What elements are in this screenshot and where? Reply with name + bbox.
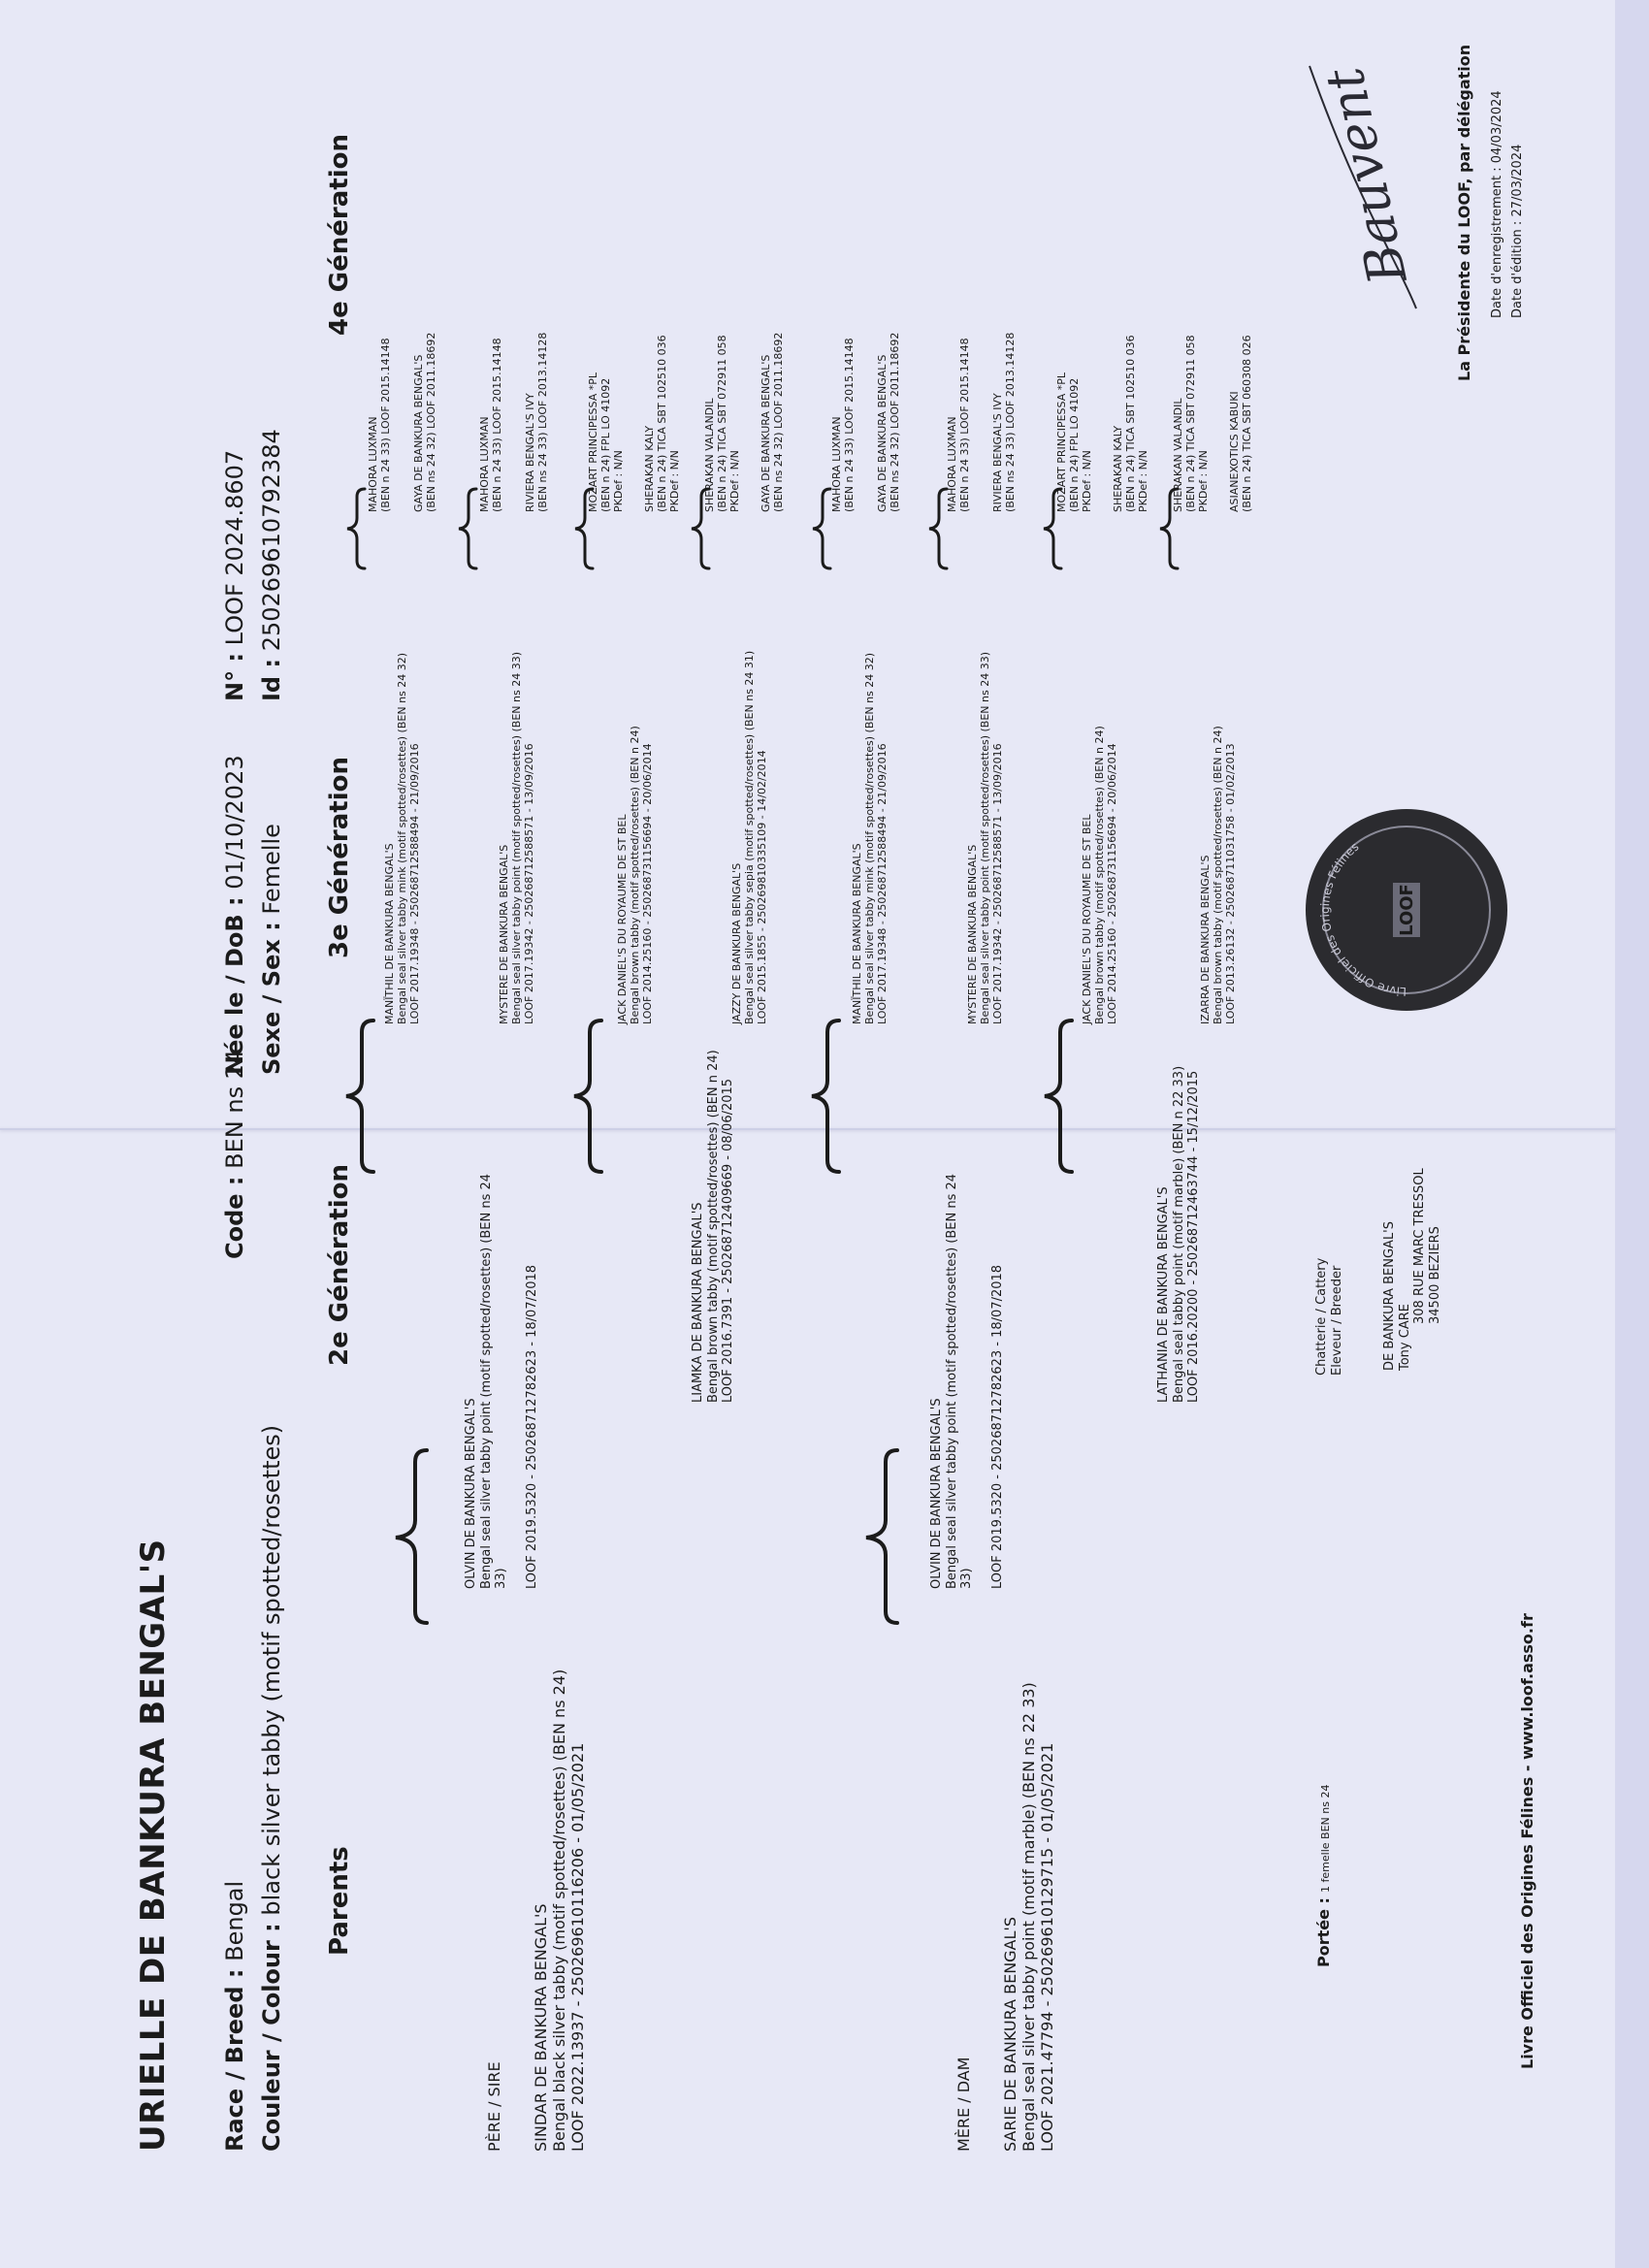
- gen4-15-registration: (BEN n 24) TICA SBT 072911 058: [1184, 335, 1198, 512]
- gen3-entry-7: [1081, 726, 1119, 1024]
- litter-value: 1 femelle BEN ns 24: [1319, 1784, 1332, 1893]
- gen4-1-name: MAHORA LUXMAN: [367, 416, 379, 512]
- sire-description: Bengal black silver tabby (motif spotted/rosettes) (BEN ns 24): [550, 1669, 569, 2152]
- gen4-16-registration: (BEN n 24) TICA SBT 060308 026: [1241, 335, 1254, 512]
- gen4-entry-5: [587, 373, 626, 512]
- gen4-entry-4: [524, 333, 549, 512]
- gen3-header: 3e Génération: [325, 757, 354, 958]
- gen2-2-name: LIAMKA DE BANKURA BENGAL'S: [691, 1202, 705, 1403]
- gen4-entry-2: [412, 333, 437, 512]
- gen2-3-registration: LOOF 2019.5320 - 250268712782623 - 18/07/2018: [989, 1264, 1005, 1589]
- breeder-name: Tony CARE: [1397, 1304, 1412, 1371]
- gen4-2-name: GAYA DE BANKURA BENGAL'S: [412, 354, 425, 512]
- gen3-4-description: Bengal seal silver tabby sepia (motif spotted/rosettes) (BEN ns 24 31): [743, 650, 757, 1024]
- gen2-4-description: Bengal seal tabby point (motif marble) (BEN n 22 33): [1171, 1065, 1186, 1403]
- breeder-label: Eleveur / Breeder: [1329, 1265, 1344, 1376]
- gen4-13-pkdef: PKDef : N/N: [1081, 450, 1094, 512]
- gen3-2-registration: LOOF 2017.19342 - 250268712588571 - 13/09/2016: [523, 743, 536, 1024]
- gen4-entry-3: [478, 338, 503, 512]
- signature-drawing: [1300, 47, 1445, 318]
- gen2-3-name: OLVIN DE BANKURA BENGAL'S: [929, 1398, 944, 1589]
- gen4-9-name: MAHORA LUXMAN: [830, 416, 843, 512]
- gen3-1-name: MANÏTHIL DE BANKURA BENGAL'S: [383, 843, 396, 1024]
- gen3-5-registration: LOOF 2017.19348 - 250268712588494 - 21/09/2016: [876, 743, 889, 1024]
- brace-g2-2: [574, 1021, 601, 1172]
- gen4-4-name: RIVIERA BENGAL'S IVY: [524, 393, 536, 512]
- gen4-13-registration: (BEN n 24) FPL LO 41092: [1068, 377, 1082, 512]
- gen4-13-name: MOZART PRINCIPESSA *PL: [1055, 373, 1068, 512]
- gen4-4-registration: (BEN ns 24 33) LOOF 2013.14128: [536, 332, 550, 512]
- gen3-2-name: MYSTERE DE BANKURA BENGAL'S: [498, 844, 510, 1024]
- gen2-3-description-cont: 33): [959, 1568, 975, 1589]
- loof-number-label: N° :: [221, 652, 248, 701]
- scanner-edge: [1615, 0, 1649, 2268]
- brace-dam: [866, 1450, 897, 1623]
- gen2-1-name: OLVIN DE BANKURA BENGAL'S: [464, 1398, 478, 1589]
- gen2-2-description: Bengal brown tabby (motif spotted/rosettes) (BEN n 24): [705, 1050, 721, 1403]
- sire-label: PÈRE / SIRE: [485, 2061, 503, 2152]
- gen3-8-registration: LOOF 2013.26132 - 250268711031758 - 01/02/2013: [1224, 743, 1238, 1024]
- gen3-3-description: Bengal brown tabby (motif spotted/rosettes) (BEN n 24): [629, 726, 642, 1024]
- gen4-2-registration: (BEN ns 24 32) LOOF 2011.18692: [425, 332, 438, 512]
- gen2-4-name: LATHANIA DE BANKURA BENGAL'S: [1156, 1186, 1171, 1403]
- litter-field: [1314, 1785, 1333, 1967]
- gen4-10-registration: (BEN ns 24 32) LOOF 2011.18692: [889, 332, 902, 512]
- gen4-entry-14: [1112, 335, 1150, 512]
- gen2-1-description: Bengal seal silver tabby point (motif spotted/rosettes) (BEN ns 24: [478, 1173, 494, 1589]
- gen4-14-name: SHERAKAN KALY: [1112, 425, 1124, 512]
- gen4-entry-10: [876, 333, 901, 512]
- gen3-7-description: Bengal brown tabby (motif spotted/rosettes) (BEN n 24): [1093, 726, 1107, 1024]
- gen2-entry-1: [464, 1174, 539, 1589]
- gen4-16-name: ASIANEXOTICS KABUKI: [1228, 391, 1241, 512]
- code-value: BEN ns 24: [221, 1049, 248, 1169]
- gen3-6-registration: LOOF 2017.19342 - 250268712588571 - 13/09/2016: [991, 743, 1005, 1024]
- gen2-3-description: Bengal seal silver tabby point (motif spotted/rosettes) (BEN ns 24: [944, 1173, 959, 1589]
- president-text: La Présidente du LOOF, par délégation: [1455, 44, 1473, 381]
- gen4-5-name: MOZART PRINCIPESSA *PL: [587, 373, 599, 512]
- breeder-city: 34500 BEZIERS: [1427, 1226, 1442, 1324]
- gen4-12-name: RIVIERA BENGAL'S IVY: [991, 393, 1004, 512]
- stamp-ring-text: Livre Officiel des Origines Félines: [1317, 839, 1407, 999]
- dam-label: MÈRE / DAM: [954, 2057, 973, 2152]
- colour-label: Couleur / Colour :: [258, 1923, 285, 2152]
- gen4-3-registration: (BEN n 24 33) LOOF 2015.14148: [491, 338, 504, 512]
- gen4-6-pkdef: PKDef : N/N: [668, 450, 682, 512]
- gen4-7-name: SHERAKAN VALANDIL: [703, 398, 716, 512]
- brace-sire: [396, 1450, 427, 1623]
- gen4-entry-13: [1055, 373, 1094, 512]
- footer-text: Livre Officiel des Origines Félines - www.loof.asso.fr: [1518, 1613, 1536, 2069]
- gen4-15-pkdef: PKDef : N/N: [1197, 450, 1211, 512]
- sire-registration: LOOF 2022.13937 - 250269610116206 - 01/05/2021: [568, 1742, 588, 2152]
- signature-text: Bauvent: [1313, 62, 1419, 290]
- gen3-entry-6: [966, 652, 1005, 1024]
- gen4-7-pkdef: PKDef : N/N: [728, 450, 742, 512]
- gen4-11-name: MAHORA LUXMAN: [946, 416, 958, 512]
- gen4-14-registration: (BEN n 24) TICA SBT 102510 036: [1124, 335, 1138, 512]
- gen4-5-pkdef: PKDef : N/N: [612, 450, 626, 512]
- gen3-4-registration: LOOF 2015.1855 - 250269810335109 - 14/02/2014: [756, 750, 769, 1024]
- gen4-3-name: MAHORA LUXMAN: [478, 416, 491, 512]
- litter-label: Portée :: [1314, 1897, 1333, 1967]
- code-label: Code :: [221, 1176, 248, 1259]
- brace-g3-1: [347, 489, 365, 568]
- gen3-1-registration: LOOF 2017.19348 - 250268712588494 - 21/09/2016: [408, 743, 422, 1024]
- edition-date: Date d'édition : 27/03/2024: [1510, 144, 1525, 318]
- gen2-4-registration: LOOF 2016.20200 - 250268712463744 - 15/12/2015: [1186, 1070, 1202, 1403]
- brace-g3-2: [459, 489, 476, 568]
- gen3-2-description: Bengal seal silver tabby point (motif spotted/rosettes) (BEN ns 24 33): [510, 652, 524, 1024]
- gen4-entry-15: [1172, 335, 1211, 512]
- dam-description: Bengal seal silver tabby point (motif marble) (BEN ns 22 33): [1019, 1682, 1039, 2152]
- gen4-entry-6: [643, 335, 682, 512]
- sex-value: Femelle: [258, 824, 285, 915]
- gen3-entry-5: [851, 653, 889, 1024]
- gen4-header: 4e Génération: [325, 134, 354, 336]
- brace-g3-6: [929, 489, 947, 568]
- dob-label: Née le / DoB :: [221, 896, 248, 1075]
- gen3-entry-8: [1199, 726, 1238, 1024]
- gen4-entry-7: [703, 335, 742, 512]
- gen3-5-description: Bengal seal silver tabby mink (motif spotted/rosettes) (BEN ns 24 32): [863, 652, 877, 1024]
- colour-value: black silver tabby (motif spotted/rosettes): [258, 1424, 285, 1916]
- gen3-8-name: IZARRA DE BANKURA BENGAL'S: [1199, 855, 1212, 1024]
- gen2-1-description-cont: 33): [494, 1568, 509, 1589]
- cat-name-title: URIELLE DE BANKURA BENGAL'S: [134, 1539, 173, 2152]
- cattery-label: Chatterie / Cattery: [1314, 1257, 1329, 1376]
- gen4-entry-8: [760, 333, 785, 512]
- gen4-10-name: GAYA DE BANKURA BENGAL'S: [876, 354, 889, 512]
- gen3-entry-2: [498, 652, 536, 1024]
- gen4-12-registration: (BEN ns 24 33) LOOF 2013.14128: [1004, 332, 1018, 512]
- breed-value: Bengal: [221, 1880, 248, 1961]
- dam-registration: LOOF 2021.47794 - 250269610129715 - 01/05/2021: [1038, 1742, 1057, 2152]
- gen4-6-registration: (BEN n 24) TICA SBT 102510 036: [656, 335, 669, 512]
- gen3-3-registration: LOOF 2014.25160 - 250268731156694 - 20/06/2014: [641, 743, 655, 1024]
- gen2-entry-2: [691, 1050, 736, 1403]
- parents-header: Parents: [325, 1846, 354, 1956]
- gen2-2-registration: LOOF 2016.7391 - 250268712409669 - 08/06/2015: [721, 1078, 736, 1403]
- id-label: Id :: [258, 658, 285, 701]
- gen4-8-name: GAYA DE BANKURA BENGAL'S: [760, 354, 772, 512]
- gen2-1-registration: LOOF 2019.5320 - 250268712782623 - 18/07/2018: [524, 1264, 539, 1589]
- brace-g2-3: [812, 1021, 839, 1172]
- gen4-14-pkdef: PKDef : N/N: [1137, 450, 1150, 512]
- gen4-entry-1: [367, 338, 392, 512]
- gen3-7-registration: LOOF 2014.25160 - 250268731156694 - 20/06/2014: [1106, 743, 1119, 1024]
- sire-name: SINDAR DE BANKURA BENGAL'S: [532, 1903, 550, 2152]
- gen4-7-registration: (BEN n 24) TICA SBT 072911 058: [716, 335, 729, 512]
- gen4-8-registration: (BEN ns 24 32) LOOF 2011.18692: [772, 332, 786, 512]
- gen3-6-name: MYSTERE DE BANKURA BENGAL'S: [966, 844, 979, 1024]
- breeder-details: [1382, 1168, 1442, 1371]
- breeder-street: 308 RUE MARC TRESSOL: [1412, 1168, 1428, 1324]
- cattery-name: DE BANKURA BENGAL'S: [1382, 1220, 1397, 1371]
- gen3-7-name: JACK DANIEL'S DU ROYAUME DE ST BEL: [1081, 814, 1093, 1024]
- gen4-entry-9: [830, 338, 856, 512]
- gen3-6-description: Bengal seal silver tabby point (motif spotted/rosettes) (BEN ns 24 33): [979, 652, 992, 1024]
- gen4-5-registration: (BEN n 24) FPL LO 41092: [599, 377, 613, 512]
- gen3-1-description: Bengal seal silver tabby mink (motif spotted/rosettes) (BEN ns 24 32): [396, 652, 409, 1024]
- stamp-logo: LOOF: [1397, 884, 1417, 936]
- brace-g3-5: [813, 489, 830, 568]
- brace-g2-4: [1045, 1021, 1072, 1172]
- gen4-15-name: SHERAKAN VALANDIL: [1172, 398, 1184, 512]
- gen4-entry-16: [1228, 335, 1253, 512]
- gen4-6-name: SHERAKAN KALY: [643, 425, 656, 512]
- gen4-1-registration: (BEN n 24 33) LOOF 2015.14148: [379, 338, 393, 512]
- gen3-5-name: MANÏTHIL DE BANKURA BENGAL'S: [851, 843, 863, 1024]
- gen2-header: 2e Génération: [325, 1164, 354, 1366]
- gen4-11-registration: (BEN n 24 33) LOOF 2015.14148: [958, 338, 972, 512]
- dam-name: SARIE DE BANKURA BENGAL'S: [1001, 1917, 1019, 2152]
- loof-number-value: LOOF 2024.8607: [221, 449, 248, 646]
- breeder-labels: [1314, 1258, 1344, 1376]
- dob-value: 01/10/2023: [221, 755, 248, 890]
- gen4-entry-11: [946, 338, 971, 512]
- gen2-entry-3: [929, 1174, 1005, 1589]
- id-value: 250269610792384: [258, 429, 285, 652]
- gen3-entry-3: [616, 726, 655, 1024]
- registration-date: Date d'enregistrement : 04/03/2024: [1490, 90, 1504, 318]
- gen4-entry-12: [991, 333, 1017, 512]
- gen3-8-description: Bengal brown tabby (motif spotted/rosettes) (BEN n 24): [1212, 726, 1225, 1024]
- sex-label: Sexe / Sex :: [258, 922, 285, 1075]
- gen3-3-name: JACK DANIEL'S DU ROYAUME DE ST BEL: [616, 814, 629, 1024]
- brace-g2-1: [346, 1021, 373, 1172]
- breed-label: Race / Breed :: [221, 1968, 248, 2152]
- loof-stamp: [1300, 803, 1513, 1017]
- gen3-4-name: JAZZY DE BANKURA BENGAL'S: [730, 862, 743, 1024]
- gen4-9-registration: (BEN n 24 33) LOOF 2015.14148: [843, 338, 857, 512]
- gen3-entry-1: [383, 653, 422, 1024]
- gen2-entry-4: [1156, 1066, 1202, 1403]
- gen3-entry-4: [730, 651, 769, 1024]
